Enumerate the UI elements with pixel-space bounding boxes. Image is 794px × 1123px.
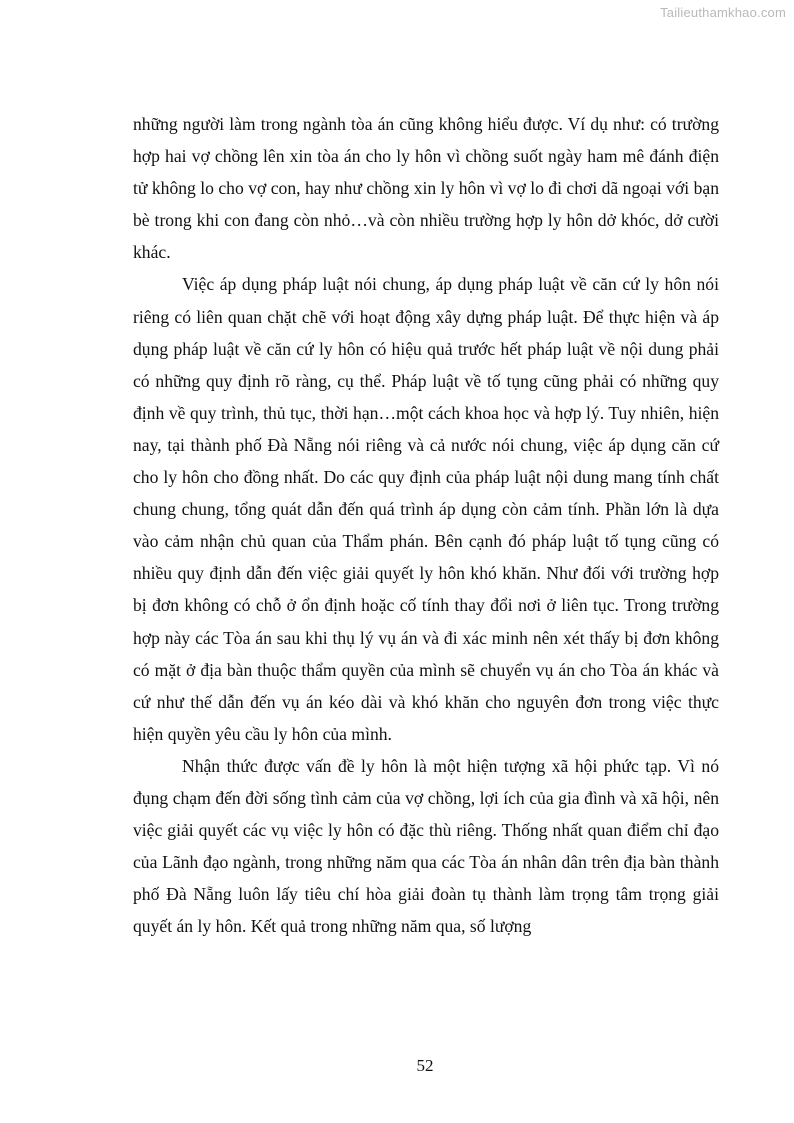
paragraph-1: những người làm trong ngành tòa án cũng không hiểu được. Ví dụ như: có trường hợp hai vợ chồng lên xin tòa án cho ly hôn vì chồng suốt ngày ham mê đánh điện tử không lo cho vợ con, hay như chồng xin ly hôn vì vợ lo đi chơi dã ngoại với bạn bè trong khi con đang còn nhỏ…và còn nhiều trường hợp ly hôn dở khóc, dở cười khác. <box>133 114 719 263</box>
document-body <box>133 108 719 942</box>
paragraph-3: Nhận thức được vấn đề ly hôn là một hiện tượng xã hội phức tạp. Vì nó đụng chạm đến đời sống tình cảm của vợ chồng, lợi ích của gia đình và xã hội, nên việc giải quyết các vụ việc ly hôn có đặc thù riêng. Thống nhất quan điểm chỉ đạo của Lãnh đạo ngành, trong những năm qua các Tòa án nhân dân trên địa bàn thành phố Đà Nẵng luôn lấy tiêu chí hòa giải đoàn tụ thành làm trọng tâm trọng giải quyết án ly hôn. Kết quả trong những năm qua, số lượng <box>133 755 719 937</box>
page-number: 52 <box>416 1056 434 1075</box>
paragraph-2: Việc áp dụng pháp luật nói chung, áp dụng pháp luật về căn cứ ly hôn nói riêng có liên quan chặt chẽ với hoạt động xây dựng pháp luật. Để thực hiện và áp dụng pháp luật về căn cứ ly hôn có hiệu quả trước hết pháp luật về nội dung phải có những quy định rõ ràng, cụ thể. Pháp luật về tố tụng cũng phải có những quy định về quy trình, thủ tục, thời hạn…một cách khoa học và hợp lý. Tuy nhiên, hiện nay, tại thành phố Đà Nẵng nói riêng và cả nước nói chung, việc áp dụng căn cứ cho ly hôn cho đồng nhất. Do các quy định của pháp luật nội dung mang tính chất chung chung, tổng quát dẫn đến quá trình áp dụng còn cảm tính. Phần lớn là dựa vào cảm nhận chủ quan của Thẩm phán. Bên cạnh đó pháp luật tố tụng cũng có nhiều quy định dẫn đến việc giải quyết ly hôn khó khăn. Như đối với trường hợp bị đơn không có chỗ ở ổn định hoặc cố tính thay đổi nơi ở liên tục. Trong trường hợp này các Tòa án sau khi thụ lý vụ án và đi xác minh nên xét thấy bị đơn không có mặt ở địa bàn thuộc thẩm quyền của mình sẽ chuyển vụ án cho Tòa án khác và cứ như thế dẫn đến vụ án kéo dài và khó khăn cho nguyên đơn trong việc thực hiện quyền yêu cầu ly hôn của mình. <box>133 274 719 744</box>
site-watermark: Tailieuthamkhao.com <box>660 5 786 20</box>
